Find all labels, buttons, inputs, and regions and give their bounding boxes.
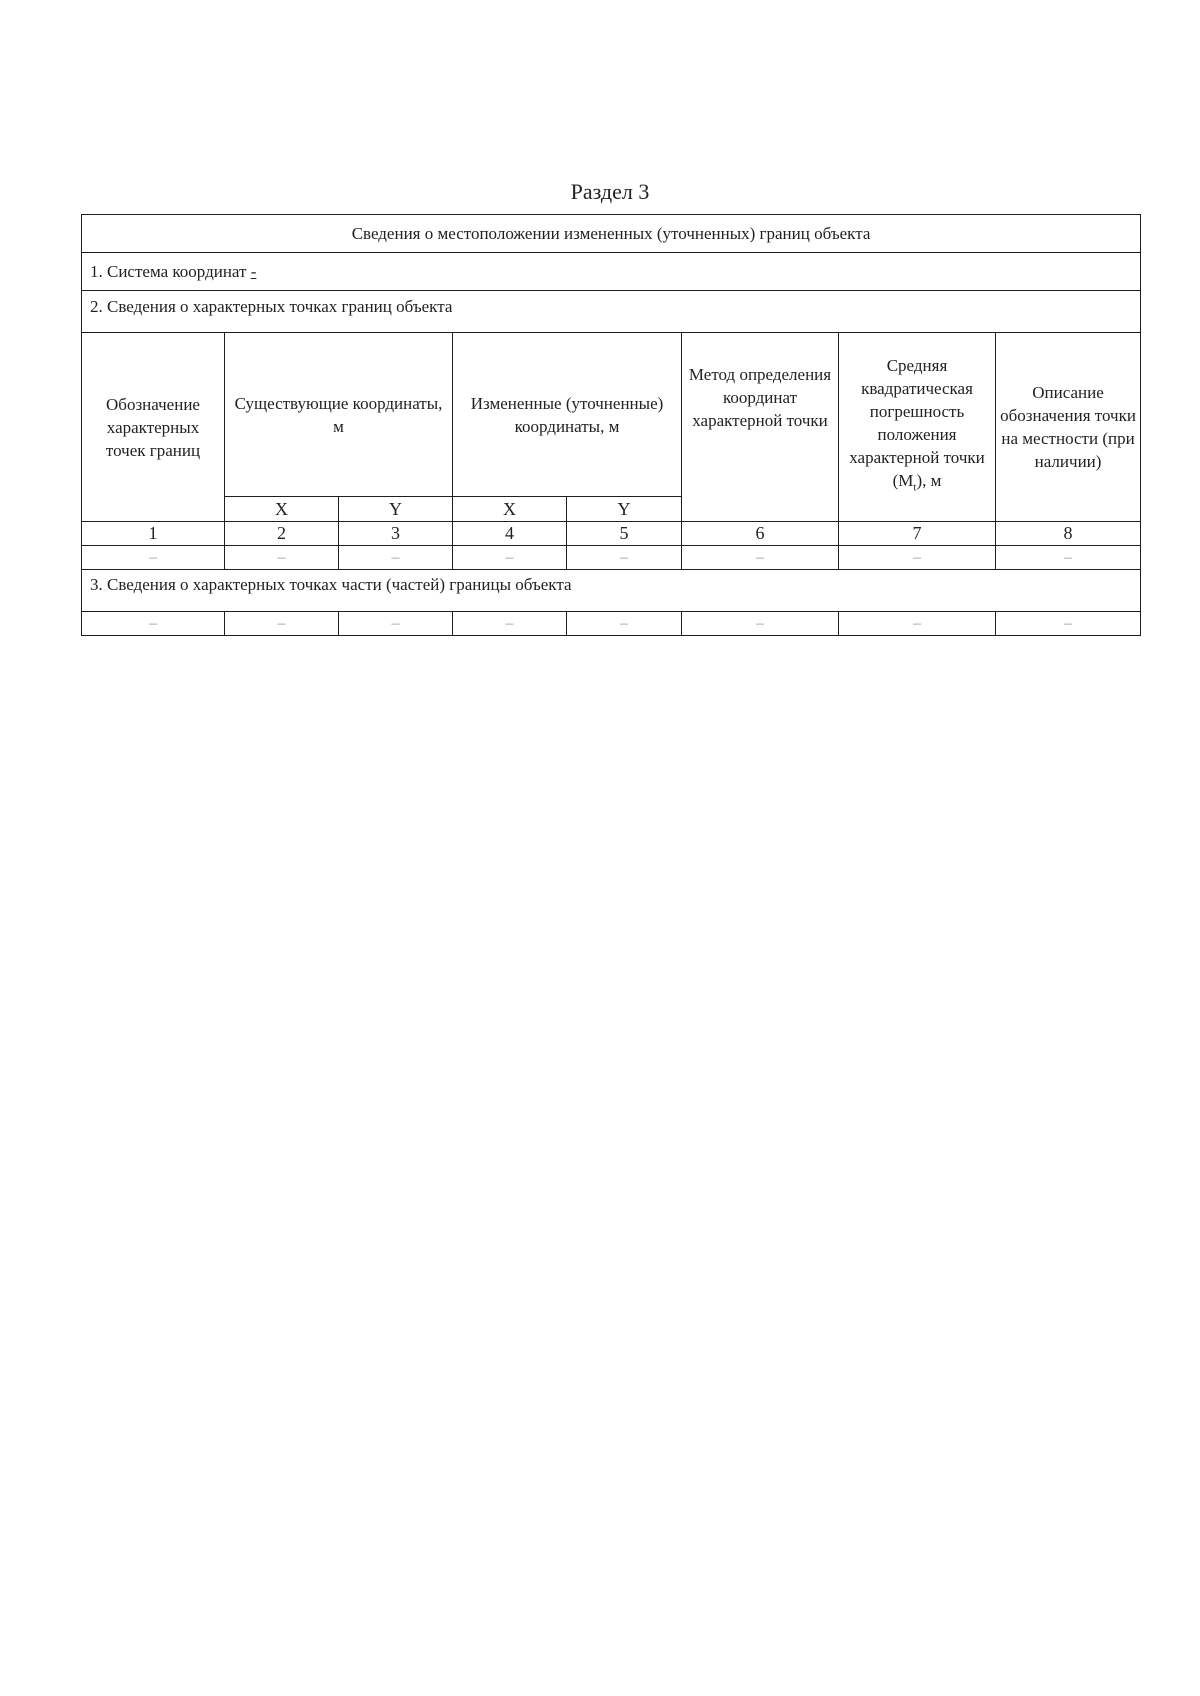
coordinate-system-row — [82, 253, 1141, 291]
header-changed-coordinates: Измененные (уточненные) координаты, м — [453, 333, 682, 497]
column-number: 2 — [225, 522, 339, 546]
table-row — [82, 612, 1141, 636]
table-cell: – — [82, 546, 225, 570]
header-changed-y: Y — [567, 497, 682, 522]
column-number: 4 — [453, 522, 567, 546]
table-cell: – — [996, 612, 1141, 636]
table-cell: – — [453, 612, 567, 636]
header-method: Метод определения координат характерной точки — [682, 333, 839, 522]
table-cell: – — [839, 546, 996, 570]
table-cell: – — [682, 612, 839, 636]
header-error-prefix: Средняя квадратическая погрешность положения характерной точки (M — [849, 356, 985, 491]
header-mean-square-error — [839, 333, 996, 522]
column-number: 5 — [567, 522, 682, 546]
column-number: 8 — [996, 522, 1141, 546]
table-caption: Сведения о местоположении измененных (уточненных) границ объекта — [82, 215, 1141, 253]
table-cell: – — [682, 546, 839, 570]
coordinate-system-label: 1. Система координат — [90, 262, 251, 281]
table-cell: – — [567, 546, 682, 570]
table-cell: – — [82, 612, 225, 636]
coordinate-system-value: - — [250, 262, 257, 281]
column-number: 3 — [339, 522, 453, 546]
table-row — [82, 546, 1141, 570]
table-cell: – — [225, 546, 339, 570]
table-cell: – — [996, 546, 1141, 570]
header-existing-x: X — [225, 497, 339, 522]
header-existing-y: Y — [339, 497, 453, 522]
header-changed-x: X — [453, 497, 567, 522]
column-number-row — [82, 522, 1141, 546]
table-cell: – — [339, 546, 453, 570]
table-cell: – — [225, 612, 339, 636]
header-error-subscript: t — [913, 481, 917, 494]
table-cell: – — [339, 612, 453, 636]
header-existing-coordinates: Существующие координаты, м — [225, 333, 453, 497]
column-number: 1 — [82, 522, 225, 546]
points-section-label: 2. Сведения о характерных точках границ объекта — [82, 291, 1141, 333]
column-number: 7 — [839, 522, 996, 546]
table-cell: – — [839, 612, 996, 636]
header-point-designation: Обозначение характерных точек границ — [82, 333, 225, 522]
table-cell: – — [567, 612, 682, 636]
parts-section-label: 3. Сведения о характерных точках части (частей) границы объекта — [82, 570, 1141, 612]
boundary-points-table — [81, 214, 1141, 636]
header-point-description: Описание обозначения точки на местности (при наличии) — [996, 333, 1141, 522]
table-cell: – — [453, 546, 567, 570]
header-error-suffix: ), м — [916, 471, 942, 491]
section-title: Раздел 3 — [570, 179, 650, 204]
column-number: 6 — [682, 522, 839, 546]
